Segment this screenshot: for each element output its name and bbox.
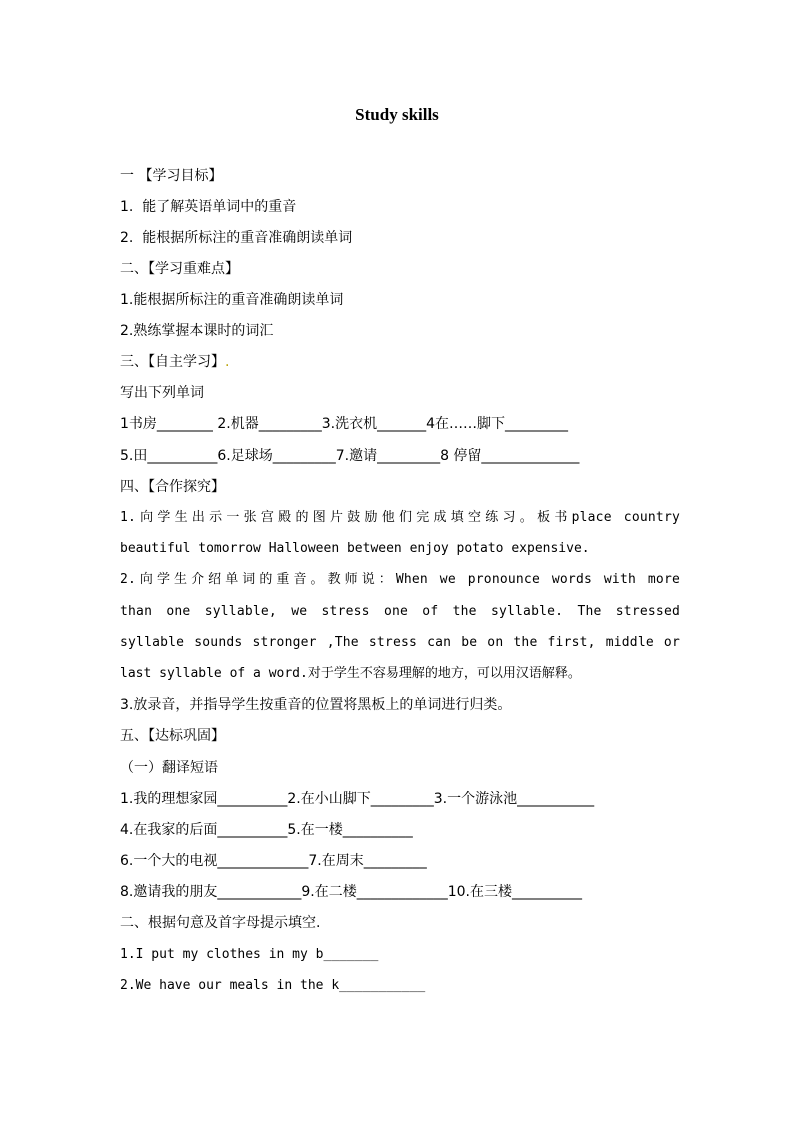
- page-title: Study skills: [355, 105, 439, 124]
- section-heading-self-study: [120, 352, 680, 372]
- subsection-translate: （一）翻译短语: [120, 760, 218, 776]
- key-point-2: 2.熟练掌握本课时的词汇: [120, 323, 274, 339]
- cooperation-item-1-cont: beautiful tomorrow Halloween between enjoy potato expensive.: [120, 541, 590, 556]
- section-heading-cooperation: 四、【合作探究】: [120, 479, 225, 495]
- translate-row-2: 4.在我家的后面__________5.在一楼__________: [120, 822, 413, 838]
- key-point-1: 1.能根据所标注的重音准确朗读单词: [120, 292, 344, 308]
- fill-blank-2: 2.We have our meals in the k___________: [120, 978, 426, 993]
- goal-item-1: 1. 能了解英语单词中的重音: [120, 199, 297, 215]
- section-heading-goals: 一 【学习目标】: [120, 168, 223, 184]
- cooperation-item-1: 1.向学生出示一张宫殿的图片鼓励他们完成填空练习。板书place country: [120, 510, 680, 525]
- goal-item-2: 2. 能根据所标注的重音准确朗读单词: [120, 230, 353, 246]
- cooperation-item-3: 3.放录音，并指导学生按重音的位置将黑板上的单词进行归类。: [120, 697, 512, 713]
- translate-row-3: 6.一个大的电视_____________7.在周末_________: [120, 853, 427, 869]
- translate-row-1: 1.我的理想家园__________2.在小山脚下_________3.一个游泳池___________: [120, 791, 595, 807]
- section-heading-self-study-text: 三、【自主学习】: [120, 354, 225, 370]
- cooperation-item-2-cont-1: than one syllable, we stress one of the syllable. The stressed: [120, 604, 680, 619]
- subsection-fill-blanks: 二、根据句意及首字母提示填空.: [120, 915, 321, 931]
- cooperation-item-2: 2.向学生介绍单词的重音。教师说：When we pronounce words with more: [120, 572, 680, 587]
- cooperation-item-2-cont-3: last syllable of a word.对于学生不容易理解的地方，可以用汉语解释。: [120, 666, 581, 681]
- word-blanks-row-2: 5.田__________6.足球场_________7.邀请_________8 停留______________: [120, 448, 580, 464]
- yellow-dot-mark: .: [225, 354, 230, 370]
- cooperation-item-2-cont-2: syllable sounds stronger ,The stress can be on the first, middle or: [120, 635, 680, 650]
- word-blanks-row-1: 1书房________ 2.机器_________3.洗衣机_______4在……脚下_________: [120, 416, 568, 432]
- section-heading-key-points: 二、【学习重难点】: [120, 261, 239, 277]
- fill-blank-1: 1.I put my clothes in my b_______: [120, 947, 379, 962]
- section-heading-consolidation: 五、【达标巩固】: [120, 728, 225, 744]
- translate-row-4: 8.邀请我的朋友____________9.在二楼_____________10.在三楼__________: [120, 884, 582, 900]
- instruction-write-words: 写出下列单词: [120, 385, 204, 401]
